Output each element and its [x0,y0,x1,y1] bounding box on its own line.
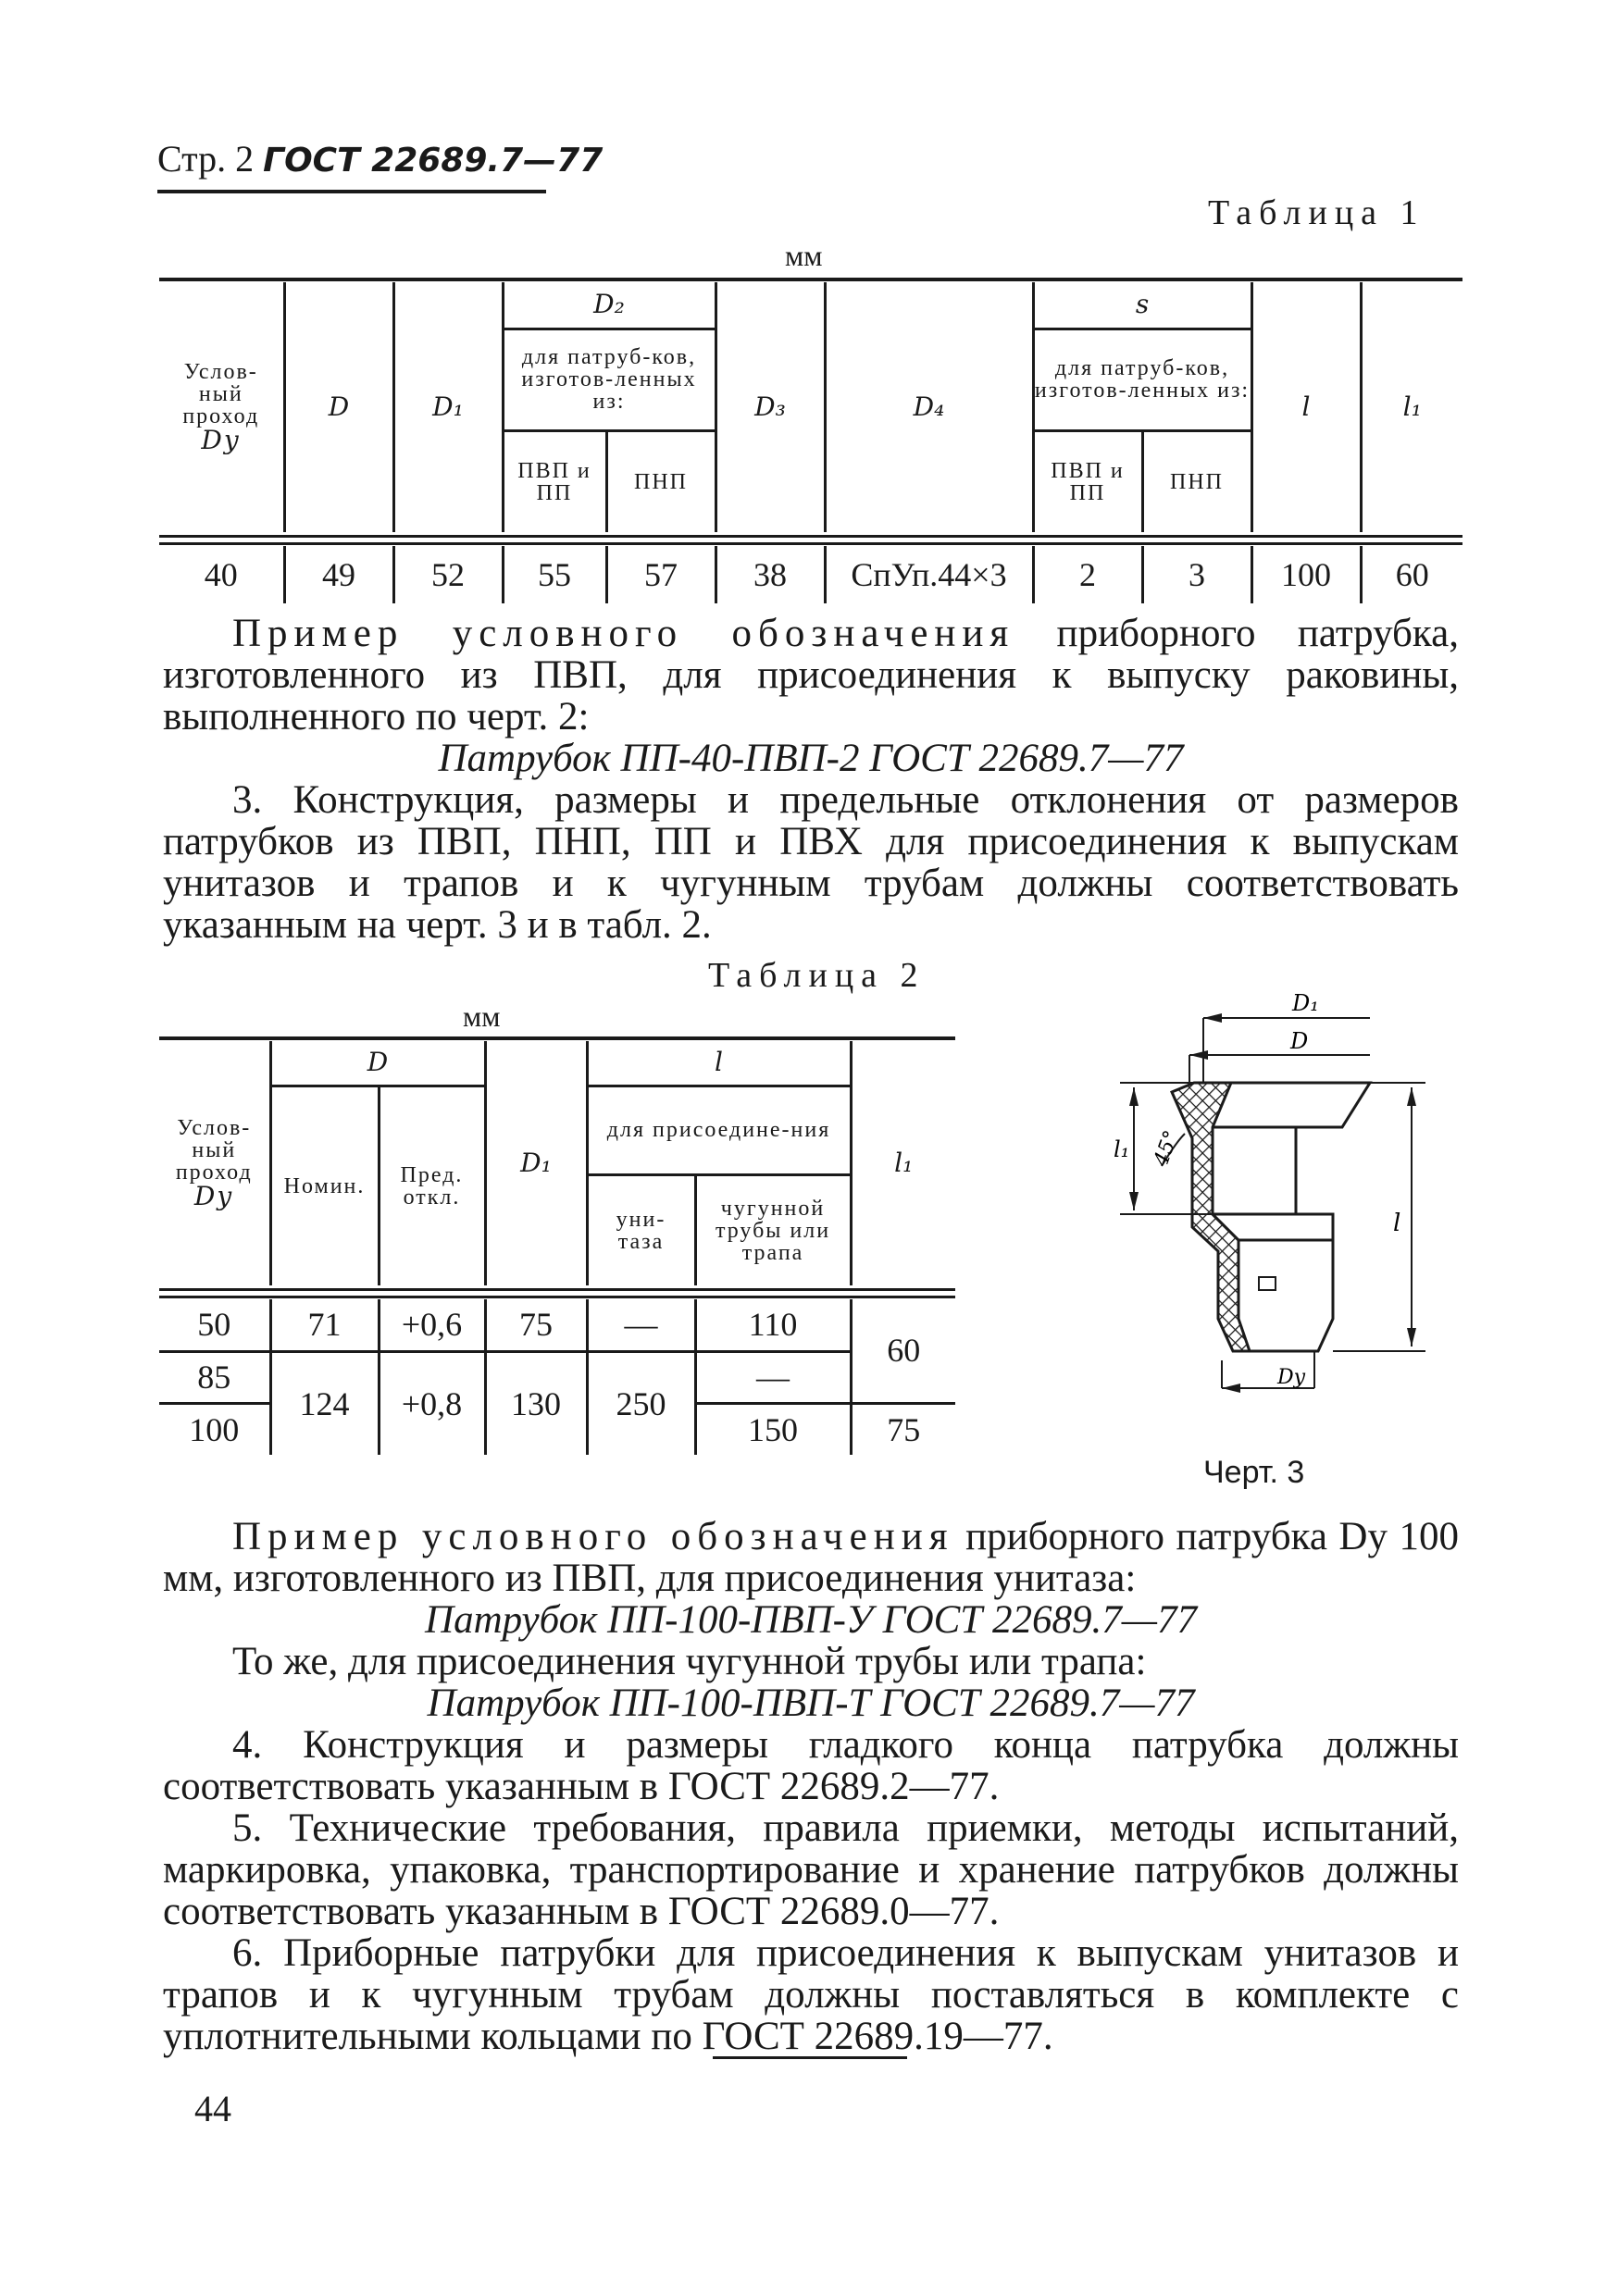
t1-d2-pnp: ПНП [606,430,716,532]
t1-s-pnp: ПНП [1142,430,1251,532]
figure-drawing [1000,962,1462,1462]
example2-same: То же, для присоединения чугунной трубы или трапа: [232,1640,1147,1683]
page-label: Стр. 2 [157,138,255,180]
t2-l1-value: 75 [851,1403,955,1455]
t2-chug [695,1174,851,1285]
t2-dy-label: Услов-ный проход [175,1116,253,1185]
fig-label-dy: Dу [1277,1366,1306,1389]
t1-cell: 49 [284,546,393,603]
t2-chug-value: — [695,1351,851,1403]
table-row [159,1351,955,1403]
table1-top-rule [159,278,1462,281]
t2-chug-value: 110 [695,1299,851,1351]
fig-label-d1: D₁ [1292,990,1319,1016]
t2-unitaz-value: 250 [587,1351,695,1455]
end-rule [713,2056,907,2059]
table2-caption: Таблица 2 [708,956,926,995]
t1-d2-subheader: для патруб-ков, изготов-ленных из: [503,329,716,430]
t2-dy-symbol: Dу [193,1181,234,1211]
t2-pred-label: Пред. откл. [400,1162,464,1210]
t2-chug-label: чугунной трубы или трапа [715,1196,831,1265]
example2-lead: Пример условного обозначения [232,1515,954,1558]
table1-unit: мм [785,239,823,272]
header-rule [157,190,546,193]
t1-d2-pvp-pp [503,430,606,532]
t2-dy: 50 [159,1299,270,1351]
t1-cell: 57 [606,546,716,603]
fig-label-d: D [1290,1028,1309,1054]
t2-unitaz-value: — [587,1299,695,1351]
t2-d1-value: 130 [485,1351,587,1455]
t2-col-l1: l₁ [851,1041,955,1285]
t2-dy: 100 [189,1410,240,1448]
dimension-lines [1120,1018,1425,1388]
example2-designation-2: Патрубок ПП-100-ПВП-Т ГОСТ 22689.7—77 [427,1682,1195,1725]
t1-col-l1: l₁ [1361,282,1462,532]
dimension-arrows [1129,1013,1416,1393]
table-row [159,1299,955,1351]
t1-col-dy [159,282,284,532]
t1-cell: 55 [503,546,606,603]
t2-pred-value: +0,6 [379,1299,485,1351]
marking-notch [1259,1277,1276,1290]
example1-block [163,613,1459,946]
table1-header [159,282,1462,532]
table2-rule-b [159,1296,955,1298]
t1-cell: 2 [1033,546,1142,603]
t2-nom: Номин. [270,1086,379,1285]
table2-top-rule [159,1036,955,1040]
example1-lead: Пример условного обозначения [232,612,1015,655]
t2-d1-value: 75 [485,1299,587,1351]
table2-rule-a [159,1288,955,1291]
t1-cell: 60 [1361,546,1462,603]
clause-5: 5. Технические требования, правила приемки, методы испытаний, маркировка, упаковка, транспортирование и хранение патрубков должны соответствовать указанным в ГОСТ 22689.0—77. [163,1806,1459,1933]
clause-3: 3. Конструкция, размеры и предельные отклонения от размеров патрубков из ПВП, ПНП, ПП и ПВХ для присоединения к выпускам унитазов и трапов и к чугунным трубам должны соответствовать указанным на черт. 3 и в табл. 2. [163,778,1459,947]
t1-d2-pvp-pp-label: ПВП и ПП [517,458,591,505]
example1-text: приборного патрубка, изготовленного из ПВП, для присоединения к выпуску раковины, выполненного по черт. 2: [163,612,1459,738]
t1-cell: 40 [204,556,238,593]
t2-chug-value: 150 [695,1403,851,1455]
t2-l-subheader: для присоедине-ния [587,1086,851,1174]
t2-l1-value: 60 [851,1299,955,1403]
t2-nom-value: 71 [270,1299,379,1351]
table1-rule-a [159,535,1462,538]
t2-nom-value: 124 [270,1351,379,1455]
t2-unitaz [587,1174,695,1285]
example2-block [163,1516,1459,2057]
t1-s-pvp-pp-label: ПВП и ПП [1051,458,1125,505]
t1-col-d4: D₄ [825,282,1033,532]
table1-rule-b [159,542,1462,545]
table1-body [159,546,1462,603]
t1-cell: 52 [393,546,503,603]
t2-pred-value: +0,8 [379,1351,485,1455]
t1-col-l: l [1251,282,1361,532]
t1-dy-symbol: Dу [201,425,242,455]
t2-col-d1: D₁ [485,1041,587,1285]
t2-unitaz-label: уни-таза [616,1207,666,1254]
clause-6: 6. Приборные патрубки для присоединения к выпускам унитазов и трапов и к чугунным трубам должны поставляться в комплекте с уплотнительными кольцами по ГОСТ 22689.19—77. [163,1931,1459,2058]
table2-header [159,1041,955,1285]
t2-pred [379,1086,485,1285]
table1-caption: Таблица 1 [1208,193,1425,232]
t2-col-l: l [587,1041,851,1086]
table2-body [159,1299,955,1455]
example2-designation-1: Патрубок ПП-100-ПВП-У ГОСТ 22689.7—77 [425,1598,1197,1642]
t1-cell: СпУп.44×3 [825,546,1033,603]
example1-designation: Патрубок ПП-40-ПВП-2 ГОСТ 22689.7—77 [438,737,1184,780]
figure-caption: Черт. 3 [1203,1455,1305,1490]
t1-s-pvp-pp [1033,430,1142,532]
fig-label-l1: l₁ [1114,1136,1130,1162]
t2-col-dy [159,1041,270,1285]
fitting-section [1172,1083,1250,1351]
table2-unit: мм [463,999,501,1033]
fig-label-l: l [1393,1210,1401,1237]
t1-col-d1: D₁ [393,282,503,532]
t1-col-d: D [284,282,393,532]
fig-label-angle: 45° [1150,1127,1184,1170]
page-number: 44 [194,2088,231,2129]
t1-col-d3: D₃ [716,282,825,532]
t1-cell: 100 [1251,546,1361,603]
standard-number: ГОСТ 22689.7—77 [263,142,604,180]
t1-cell: 3 [1142,546,1251,603]
t1-dy-label: Услов-ный проход [182,360,260,428]
clause-4: 4. Конструкция и размеры гладкого конца патрубка должны соответствовать указанным в ГОСТ 22689.2—77. [163,1723,1459,1808]
t1-cell: 38 [716,546,825,603]
table1-row [159,546,1462,603]
t1-col-s: s [1033,282,1251,329]
t2-dy: 85 [159,1351,270,1403]
t1-col-d2: D₂ [503,282,716,329]
page-header [157,137,603,180]
example2-text: приборного патрубка Dу 100 мм, изготовленного из ПВП, для присоединения унитаза: [163,1515,1459,1600]
t2-col-d: D [270,1041,485,1086]
t1-s-subheader: для патруб-ков, изготов-ленных из: [1033,329,1251,430]
